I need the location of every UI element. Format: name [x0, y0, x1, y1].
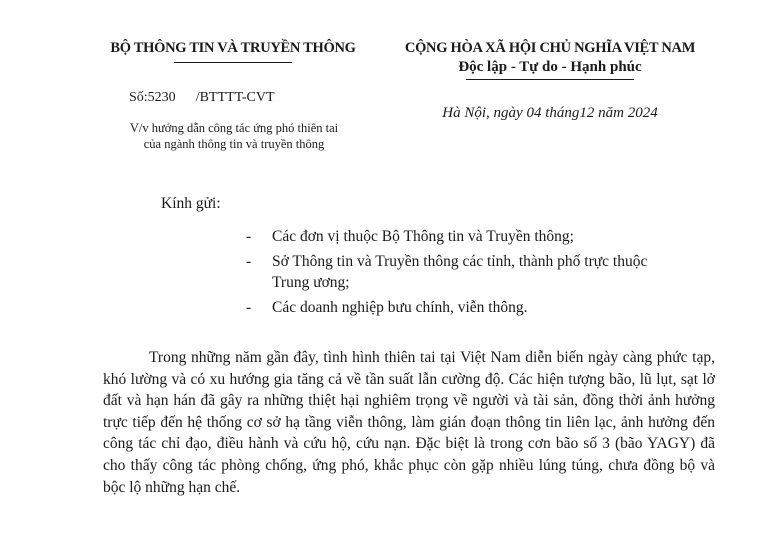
ministry-underline — [174, 62, 292, 63]
republic-title: CỘNG HÒA XÃ HỘI CHỦ NGHĨA VIỆT NAM — [404, 40, 696, 56]
recipient-list — [246, 226, 676, 322]
bullet-dash: - — [246, 253, 252, 270]
recipient-item — [246, 251, 676, 293]
issue-date: Hà Nội, ngày 04 tháng12 năm 2024 — [442, 105, 658, 121]
document-subject — [90, 120, 378, 152]
document-number: Số:5230 — [129, 90, 176, 105]
national-header — [390, 40, 710, 80]
issuer-header — [88, 40, 378, 63]
subject-line-2: của ngành thông tin và truyền thông — [143, 137, 325, 151]
recipient-text: Các doanh nghiệp bưu chính, viễn thông. — [272, 299, 528, 316]
recipient-item — [246, 226, 676, 247]
recipient-item — [246, 297, 676, 318]
body-paragraph: Trong những năm gần đây, tình hình thiên tai tại Việt Nam diễn biến ngày càng phức tạp, khó lường và có xu hướng gia tăng cả về tần suất lẫn cường độ. Các hiện tượng bão, lũ lụt, sạt lở đất và hạn hán đã gây ra những thiệt hại nghiêm trọng về người và tài sản, đồng thời ảnh hưởng trực tiếp đến hệ thống cơ sở hạ tầng viễn thông, làm gián đoạn thông tin liên lạc, ảnh hưởng đến công tác chỉ đạo, điều hành và cứu hộ, cứu nạn. Đặc biệt là trong cơn bão số 3 (bão YAGY) đã cho thấy công tác phòng chống, ứng phó, khắc phục còn gặp nhiều lúng túng, chưa đồng bộ và bộc lộ những hạn chế. — [103, 349, 715, 496]
national-motto: Độc lập - Tự do - Hạnh phúc — [458, 59, 642, 75]
bullet-dash: - — [246, 228, 252, 245]
recipient-text: Sở Thông tin và Truyền thông các tỉnh, thành phố trực thuộc Trung ương; — [272, 253, 648, 291]
motto-underline — [466, 79, 634, 80]
document-code: /BTTTT-CVT — [195, 90, 275, 105]
salutation: Kính gửi: — [161, 195, 221, 212]
document-reference — [129, 90, 275, 106]
recipient-text: Các đơn vị thuộc Bộ Thông tin và Truyền thông; — [272, 228, 574, 245]
ministry-name: BỘ THÔNG TIN VÀ TRUYỀN THÔNG — [110, 40, 356, 56]
subject-line-1: V/v hướng dẫn công tác ứng phó thiên tai — [129, 121, 339, 135]
bullet-dash: - — [246, 299, 252, 316]
